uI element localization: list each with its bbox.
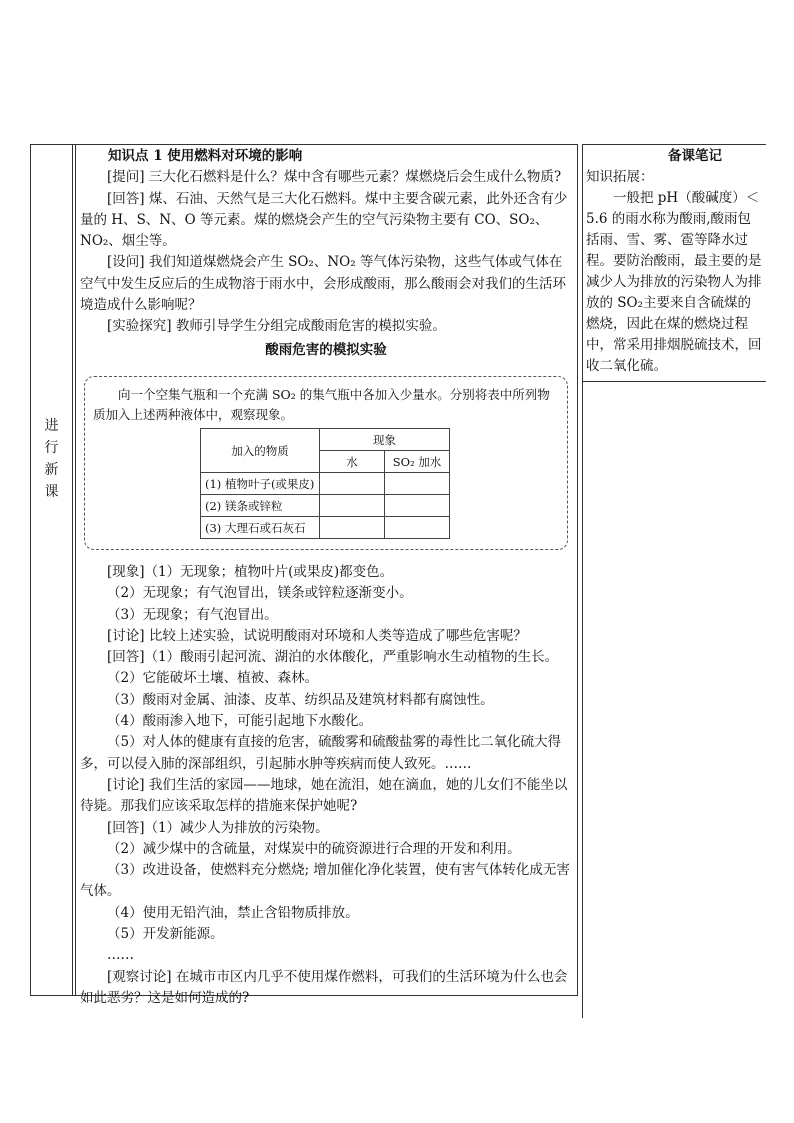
table-cell	[385, 517, 450, 539]
paragraph: [回答]（1）减少人为排放的污染物。	[107, 819, 329, 836]
results-discussion	[80, 562, 572, 1009]
notes-top-rule	[582, 144, 766, 145]
paragraph: [回答]（1）酸雨引起河流、湖泊的水体酸化，严重影响水生动植物的生长。	[107, 649, 559, 666]
table-row-label: (3) 大理石或石灰石	[201, 517, 320, 539]
table-header-phenomenon: 现象	[320, 429, 450, 451]
paragraph: （2）它能破坏土壤、植被、森林。	[107, 670, 319, 687]
paragraph: [观察讨论] 在城市市区内几乎不使用煤作燃料，可我们的生活环境为什么也会如此恶劣？这是如何造成的?	[80, 968, 568, 1006]
table-header-material: 加入的物质	[201, 429, 320, 473]
experiment-box	[84, 376, 568, 550]
section-label-char: 课	[44, 484, 59, 500]
paragraph: （5）开发新能源。	[107, 926, 224, 943]
table-cell	[320, 517, 385, 539]
paragraph: （5）对人体的健康有直接的危害，硫酸雾和硫酸盐雾的毒性比二氧化硫大得多，可以侵入肺的深部组织，引起肺水肿等疾病而使人致死。……	[80, 734, 562, 772]
paragraph: （4）酸雨渗入地下，可能引起地下水酸化。	[107, 713, 373, 730]
notes-subtitle: 知识拓展：	[586, 169, 654, 185]
paragraph: （2）无现象；有气泡冒出，镁条或锌粒逐渐变小。	[107, 585, 413, 602]
notes-body: 一般把 pH（酸碱度）＜5.6 的雨水称为酸雨,酸雨包括雨、雪、雾、雹等降水过程。要防治酸雨，最主要的是减少人为排放的污染物人为排放的 SO₂主要来自含硫煤的燃烧，因此在煤的燃烧过程中，常采用排烟脱硫技术，回收二氧化硫。	[586, 190, 762, 374]
paragraph: [讨论] 我们生活的家园——地球，她在流泪，她在滴血，她的儿女们不能坐以待毙。那我们应该采取怎样的措施来保护她呢?	[80, 776, 568, 815]
paragraph: （3）酸雨对金属、油漆、皮革、纺织品及建筑材料都有腐蚀性。	[107, 691, 494, 708]
table-cell	[385, 495, 450, 517]
paragraph: （3）无现象；有气泡冒出。	[107, 606, 278, 623]
paragraph: （4）使用无铅汽油，禁止含铅物质排放。	[107, 904, 359, 921]
paragraph: [讨论] 比较上述实验，试说明酸雨对环境和人类等造成了哪些危害呢？	[107, 627, 527, 644]
notes-divider	[582, 144, 583, 1018]
table-cell	[385, 473, 450, 495]
question-paragraph: [提问] 三大化石燃料是什么？煤中含有哪些元素？煤燃烧后会生成什么物质?	[107, 169, 562, 186]
main-content	[80, 146, 572, 365]
section-label	[31, 415, 72, 503]
table-cell	[320, 495, 385, 517]
notes-bottom-rule	[582, 381, 766, 382]
table-row-label: (1) 植物叶子(或果皮)	[201, 473, 320, 495]
paragraph: （3）改进设备，使燃料充分燃烧; 增加催化净化装置，使有害气体转化成无害气体。	[80, 862, 570, 900]
paragraph: [现象]（1）无现象；植物叶片(或果皮)都变色。	[107, 564, 394, 580]
paragraph: ……	[107, 947, 134, 964]
knowledge-point-title: 知识点 1 使用燃料对环境的影响	[108, 148, 303, 164]
table-header-water: 水	[320, 451, 385, 473]
table-header-so2: SO₂ 加水	[385, 451, 450, 473]
column-divider	[72, 145, 73, 995]
section-label-char: 进	[44, 418, 59, 434]
section-label-char: 新	[44, 462, 59, 478]
experiment-instruction: 向一个空集气瓶和一个充满 SO₂ 的集气瓶中各加入少量水。分别将表中所列物质加入上述两种液体中，观察现象。	[93, 387, 550, 422]
setq-paragraph: [设问] 我们知道煤燃烧会产生 SO₂、NO₂ 等气体污染物，这些气体或气体在空气中发生反应后的生成物溶于雨水中，会形成酸雨，那么酸雨会对我们的生活环境造成什么影响呢？	[80, 254, 566, 314]
experiment-table	[200, 428, 450, 539]
column-divider	[75, 145, 76, 995]
table-row-label: (2) 镁条或锌粒	[201, 495, 320, 517]
notes-column	[586, 146, 764, 377]
paragraph: （2）减少煤中的含硫量，对煤炭中的硫资源进行合理的开发和利用。	[107, 840, 521, 857]
table-cell	[320, 473, 385, 495]
experiment-title: 酸雨危害的模拟实验	[265, 341, 387, 358]
notes-title: 备课笔记	[668, 148, 722, 164]
section-label-char: 行	[44, 440, 59, 456]
explore-paragraph: [实验探究] 教师引导学生分组完成酸雨危害的模拟实验。	[107, 318, 446, 335]
answer-paragraph: [回答] 煤、石油、天然气是三大化石燃料。煤中主要含碳元素，此外还含有少量的 H、S、N、O 等元素。煤的燃烧会产生的空气污染物主要有 CO、SO₂、NO₂、烟尘等。	[80, 190, 568, 250]
